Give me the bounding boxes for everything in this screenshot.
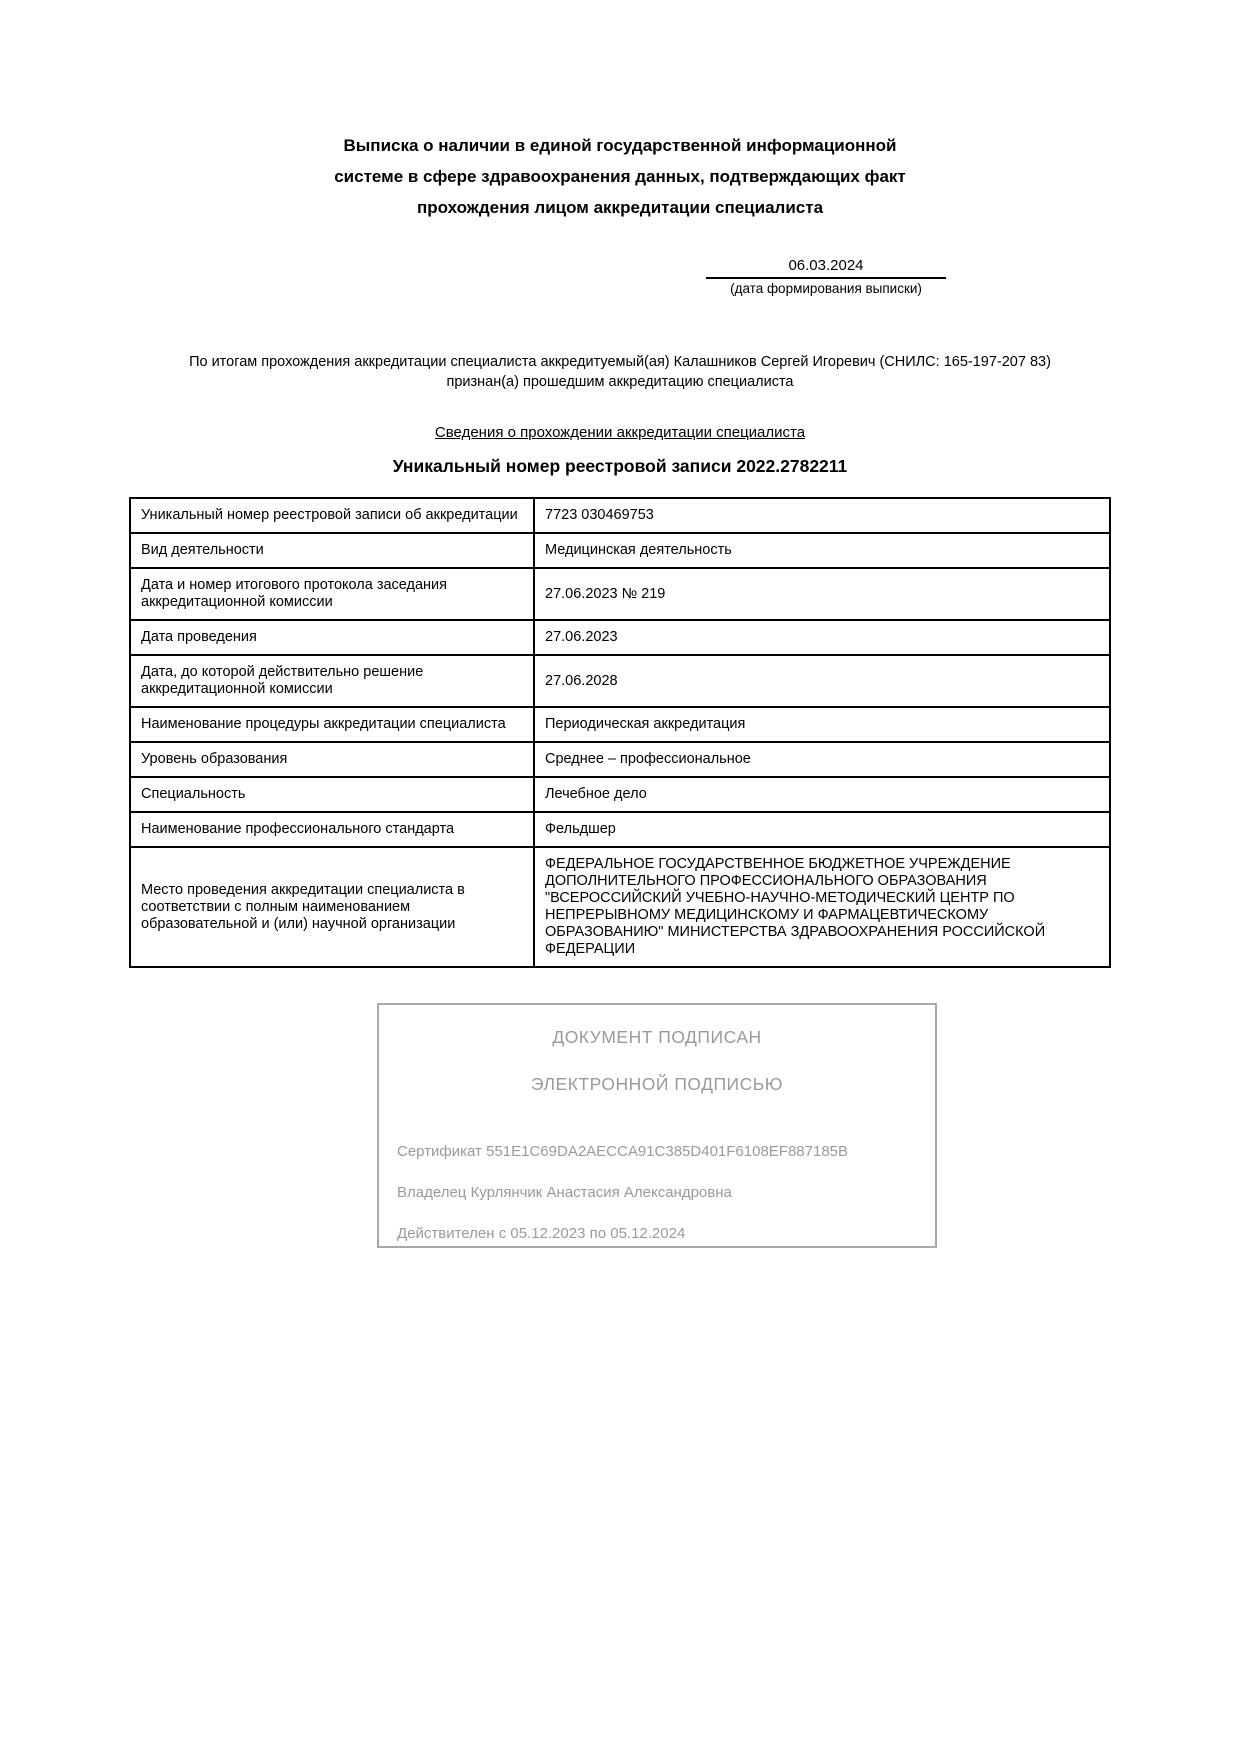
extract-date-caption: (дата формирования выписки) — [730, 281, 922, 296]
extract-date: 06.03.2024 — [706, 257, 946, 279]
registry-number-heading: Уникальный номер реестровой записи 2022.2782211 — [392, 456, 848, 476]
intro-paragraph — [0, 352, 1240, 392]
certificate-line: Сертификат 551E1C69DA2AECCA91C385D401F6108EF887185B — [397, 1143, 849, 1160]
section-heading: Сведения о прохождении аккредитации специалиста — [434, 424, 806, 441]
row-value: Медицинская деятельность — [534, 533, 1110, 568]
intro-line-1: По итогам прохождения аккредитации специалиста аккредитуемый(ая) Калашников Сергей Игоревич (СНИЛС: 165-197-207 83) — [189, 354, 1051, 370]
extract-date-block — [706, 257, 946, 296]
table-row — [130, 498, 1110, 533]
row-value: 7723 030469753 — [534, 498, 1110, 533]
row-value: 27.06.2028 — [534, 655, 1110, 707]
table-row — [130, 533, 1110, 568]
table-row — [130, 620, 1110, 655]
signature-title-line-1: ДОКУМЕНТ ПОДПИСАН — [552, 1027, 762, 1047]
row-value: Периодическая аккредитация — [534, 707, 1110, 742]
row-value: 27.06.2023 № 219 — [534, 568, 1110, 620]
row-label: Дата, до которой действительно решение аккредитационной комиссии — [130, 655, 534, 707]
row-value: ФЕДЕРАЛЬНОЕ ГОСУДАРСТВЕННОЕ БЮДЖЕТНОЕ УЧРЕЖДЕНИЕ ДОПОЛНИТЕЛЬНОГО ПРОФЕССИОНАЛЬНОГО ОБРАЗОВАНИЯ "ВСЕРОССИЙСКИЙ УЧЕБНО-НАУЧНО-МЕТОДИЧЕСКИЙ ЦЕНТР ПО НЕПРЕРЫВНОМУ МЕДИЦИНСКОМУ И ФАРМАЦЕВТИЧЕСКОМУ ОБРАЗОВАНИЮ" МИНИСТЕРСТВА ЗДРАВООХРАНЕНИЯ РОССИЙСКОЙ ФЕДЕРАЦИИ — [534, 847, 1110, 967]
signature-box — [377, 1003, 937, 1248]
document-title-line-3: прохождения лицом аккредитации специалиста — [416, 198, 824, 217]
table-row — [130, 568, 1110, 620]
row-label: Вид деятельности — [130, 533, 534, 568]
row-label: Уровень образования — [130, 742, 534, 777]
signature-title-line-2: ЭЛЕКТРОННОЙ ПОДПИСЬЮ — [531, 1074, 783, 1094]
document-title — [0, 0, 1240, 223]
row-label: Наименование процедуры аккредитации специалиста — [130, 707, 534, 742]
document-title-line-1: Выписка о наличии в единой государственной информационной — [343, 136, 897, 155]
table-row — [130, 655, 1110, 707]
row-label: Наименование профессионального стандарта — [130, 812, 534, 847]
row-value: Фельдшер — [534, 812, 1110, 847]
row-value: Среднее – профессиональное — [534, 742, 1110, 777]
row-value: Лечебное дело — [534, 777, 1110, 812]
table-row — [130, 777, 1110, 812]
table-row — [130, 742, 1110, 777]
row-value: 27.06.2023 — [534, 620, 1110, 655]
table-row — [130, 707, 1110, 742]
row-label: Дата и номер итогового протокола заседания аккредитационной комиссии — [130, 568, 534, 620]
owner-line: Владелец Курлянчик Анастасия Александровна — [397, 1184, 732, 1201]
row-label: Уникальный номер реестровой записи об аккредитации — [130, 498, 534, 533]
row-label: Специальность — [130, 777, 534, 812]
row-label: Место проведения аккредитации специалиста в соответствии с полным наименованием образовательной и (или) научной организации — [130, 847, 534, 967]
intro-line-2: признан(а) прошедшим аккредитацию специалиста — [446, 374, 794, 390]
document-title-line-2: системе в сфере здравоохранения данных, подтверждающих факт — [334, 167, 906, 186]
accreditation-table — [129, 497, 1111, 968]
validity-line: Действителен с 05.12.2023 по 05.12.2024 — [397, 1225, 686, 1242]
table-row — [130, 847, 1110, 967]
table-row — [130, 812, 1110, 847]
row-label: Дата проведения — [130, 620, 534, 655]
